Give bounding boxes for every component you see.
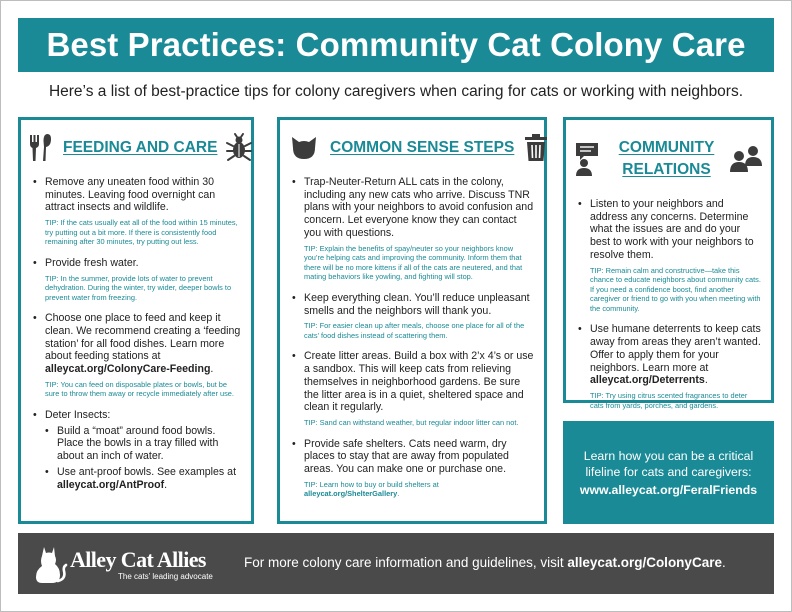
feeding-station-link[interactable]: alleycat.org/ColonyCare-Feeding [45,363,211,376]
tip-text: TIP: Explain the benefits of spay/neuter so your neighbors know you’re helping cats and improving the community. Inform them that there will be no more kittens if all of the cats are neutered, and that mating behaviors like yowling, and fighting will stop. [304,243,523,282]
deterrents-link[interactable]: alleycat.org/Deterrents [590,374,705,387]
tip-text: TIP: If the cats usually eat all of the food within 15 minutes, try putting out a bit more. If there is consistently food remaining after 30 minutes, try putting out less. [45,218,238,247]
footer-message: For more colony care information and guidelines, visit alleycat.org/ColonyCare. [244,555,726,570]
item-text: Use humane deterrents to keep cats away from areas they aren’t wanted. Offer to apply them for your neighbors. Learn more at [590,323,761,374]
feeding-and-care-panel [18,117,254,524]
common-sense-panel [277,117,547,524]
item-text: Create litter areas. Build a box with 2’x 4’s or use a sandbox. This will keep cats from relieving themselves in neighborhood gardens. Be sure the litter area is in a quiet, sheltered space and clean it regularly. [304,350,534,414]
common-list [280,176,544,499]
tip-text: TIP: You can feed on disposable plates or bowls, but be sure to throw them away or recycle immediately after use. [45,379,234,399]
alley-cat-allies-logo[interactable] [30,541,230,587]
trash-can-icon [524,134,548,162]
item-text: Listen to your neighbors and address any concerns. Determine what the issues are and do your best to work with your neighbors to resolve them. [590,198,754,261]
tip-label: TIP: Learn how to buy or build shelters at [304,479,439,489]
item-text: Provide fresh water. [45,256,139,269]
list-item [578,198,761,313]
list-item [33,257,241,302]
community-relations-panel [563,117,774,410]
colony-care-link[interactable]: alleycat.org/ColonyCare [567,555,722,570]
cat-silhouette-icon [30,543,68,585]
list-item [292,350,534,427]
feeding-header [21,120,251,176]
footer-message-text: For more colony care information and guidelines, visit [244,555,568,570]
feral-friends-callout [563,421,774,524]
title-banner [18,18,774,72]
item-text: Keep everything clean. You’ll reduce unpleasant smells and the neighbors will thank you. [304,291,530,317]
item-text: Provide safe shelters. Cats need warm, dry places to stay that are away from populated areas. You can make one or purchase one. [304,437,509,475]
callout-text: Learn how you can be a critical lifeline for cats and caregivers: [583,448,754,479]
tip-text: TIP: Learn how to buy or build shelters at alleycat.org/ShelterGallery. [304,479,439,499]
sub-item-text: Use ant-proof bowls. See examples at [57,465,237,478]
page-title: Best Practices: Community Cat Colony Care [46,26,746,63]
list-item [33,409,241,491]
community-title: COMMUNITY RELATIONS [618,139,715,178]
feeding-title: FEEDING AND CARE [63,139,218,156]
tip-text: TIP: In the summer, provide lots of water to prevent dehydration. During the winter, try wider, deeper bowls to prevent water from freezing. [45,273,232,302]
ant-proof-link[interactable]: alleycat.org/AntProof [57,478,165,491]
community-list [566,198,771,410]
utensils-icon [27,133,55,163]
sub-list-item: • Use ant-proof bowls. See examples at alleycat.org/AntProof. [45,466,241,491]
common-header [280,120,544,176]
item-text: Choose one place to feed and keep it clean. We recommend creating a ‘feeding station’ for all food dishes. Learn more about feeding stations at [45,312,241,363]
list-item [33,176,241,247]
footer-bar [18,533,774,594]
list-item [292,176,534,282]
list-item [292,292,534,341]
feeding-list [21,176,251,491]
tip-text: TIP: Sand can withstand weather, but regular indoor litter can not. [304,418,519,427]
tip-text: TIP: For easier clean up after meals, choose one place for all of the cats’ food dishes instead of scattering them. [304,321,525,340]
list-item: • Choose one place to feed and keep it clean. We recommend creating a ‘feeding station’ for all food dishes. Learn more about feeding stations at alleycat.org/ColonyCare-Feeding. TIP: You can feed on disposable plates or bowls, but be sure to throw them away or recycle immediately after use. [33,312,241,399]
logo-tagline: The cats’ leading advocate [118,572,213,581]
list-item: • Use humane deterrents to keep cats away from areas they aren’t wanted. Offer to apply them for your neighbors. Learn more at alleycat.org/Deterrents. TIP: Try using citrus scented fragrances to deter cats from yards, porches, and gardens. [578,323,761,410]
tip-text: TIP: Try using citrus scented fragrances to deter cats from yards, porches, and gardens. [590,391,748,410]
speech-bubble-person-icon [574,142,604,176]
item-text: Remove any uneaten food within 30 minutes. Leaving food overnight can attract insects and wildlife. [45,176,216,214]
common-title: COMMON SENSE STEPS [330,139,515,156]
item-text: Trap-Neuter-Return ALL cats in the colony, including any new cats who arrive. Discuss TNR plans with your neighbors to avoid confusion and concern. Let everyone know they can contact you with questions. [304,176,534,239]
cat-head-icon [290,135,318,161]
intro-text: Here’s a list of best-practice tips for colony caregivers when caring for cats or working with neighbors. [48,83,744,100]
community-header [566,120,771,198]
sub-item-text: Build a “moat” around food bowls. Place the bowls in a tray filled with about an inch of water. [57,424,219,463]
feral-friends-link[interactable]: www.alleycat.org/FeralFriends [579,482,758,497]
shelter-gallery-link[interactable]: alleycat.org/ShelterGallery [304,489,398,499]
sub-list-item [45,425,241,463]
tip-text: TIP: Remain calm and constructive—take this chance to educate neighbors about community cats. If you need a confidence boost, find another caregiver or friend to go with you when meeting with the community. [590,265,761,313]
list-item [292,438,534,499]
item-text: Deter Insects: [45,409,111,422]
bug-icon [225,134,253,162]
talking-people-icon [729,144,763,174]
logo-name: Alley Cat Allies [70,547,206,572]
insect-sublist [45,425,241,492]
